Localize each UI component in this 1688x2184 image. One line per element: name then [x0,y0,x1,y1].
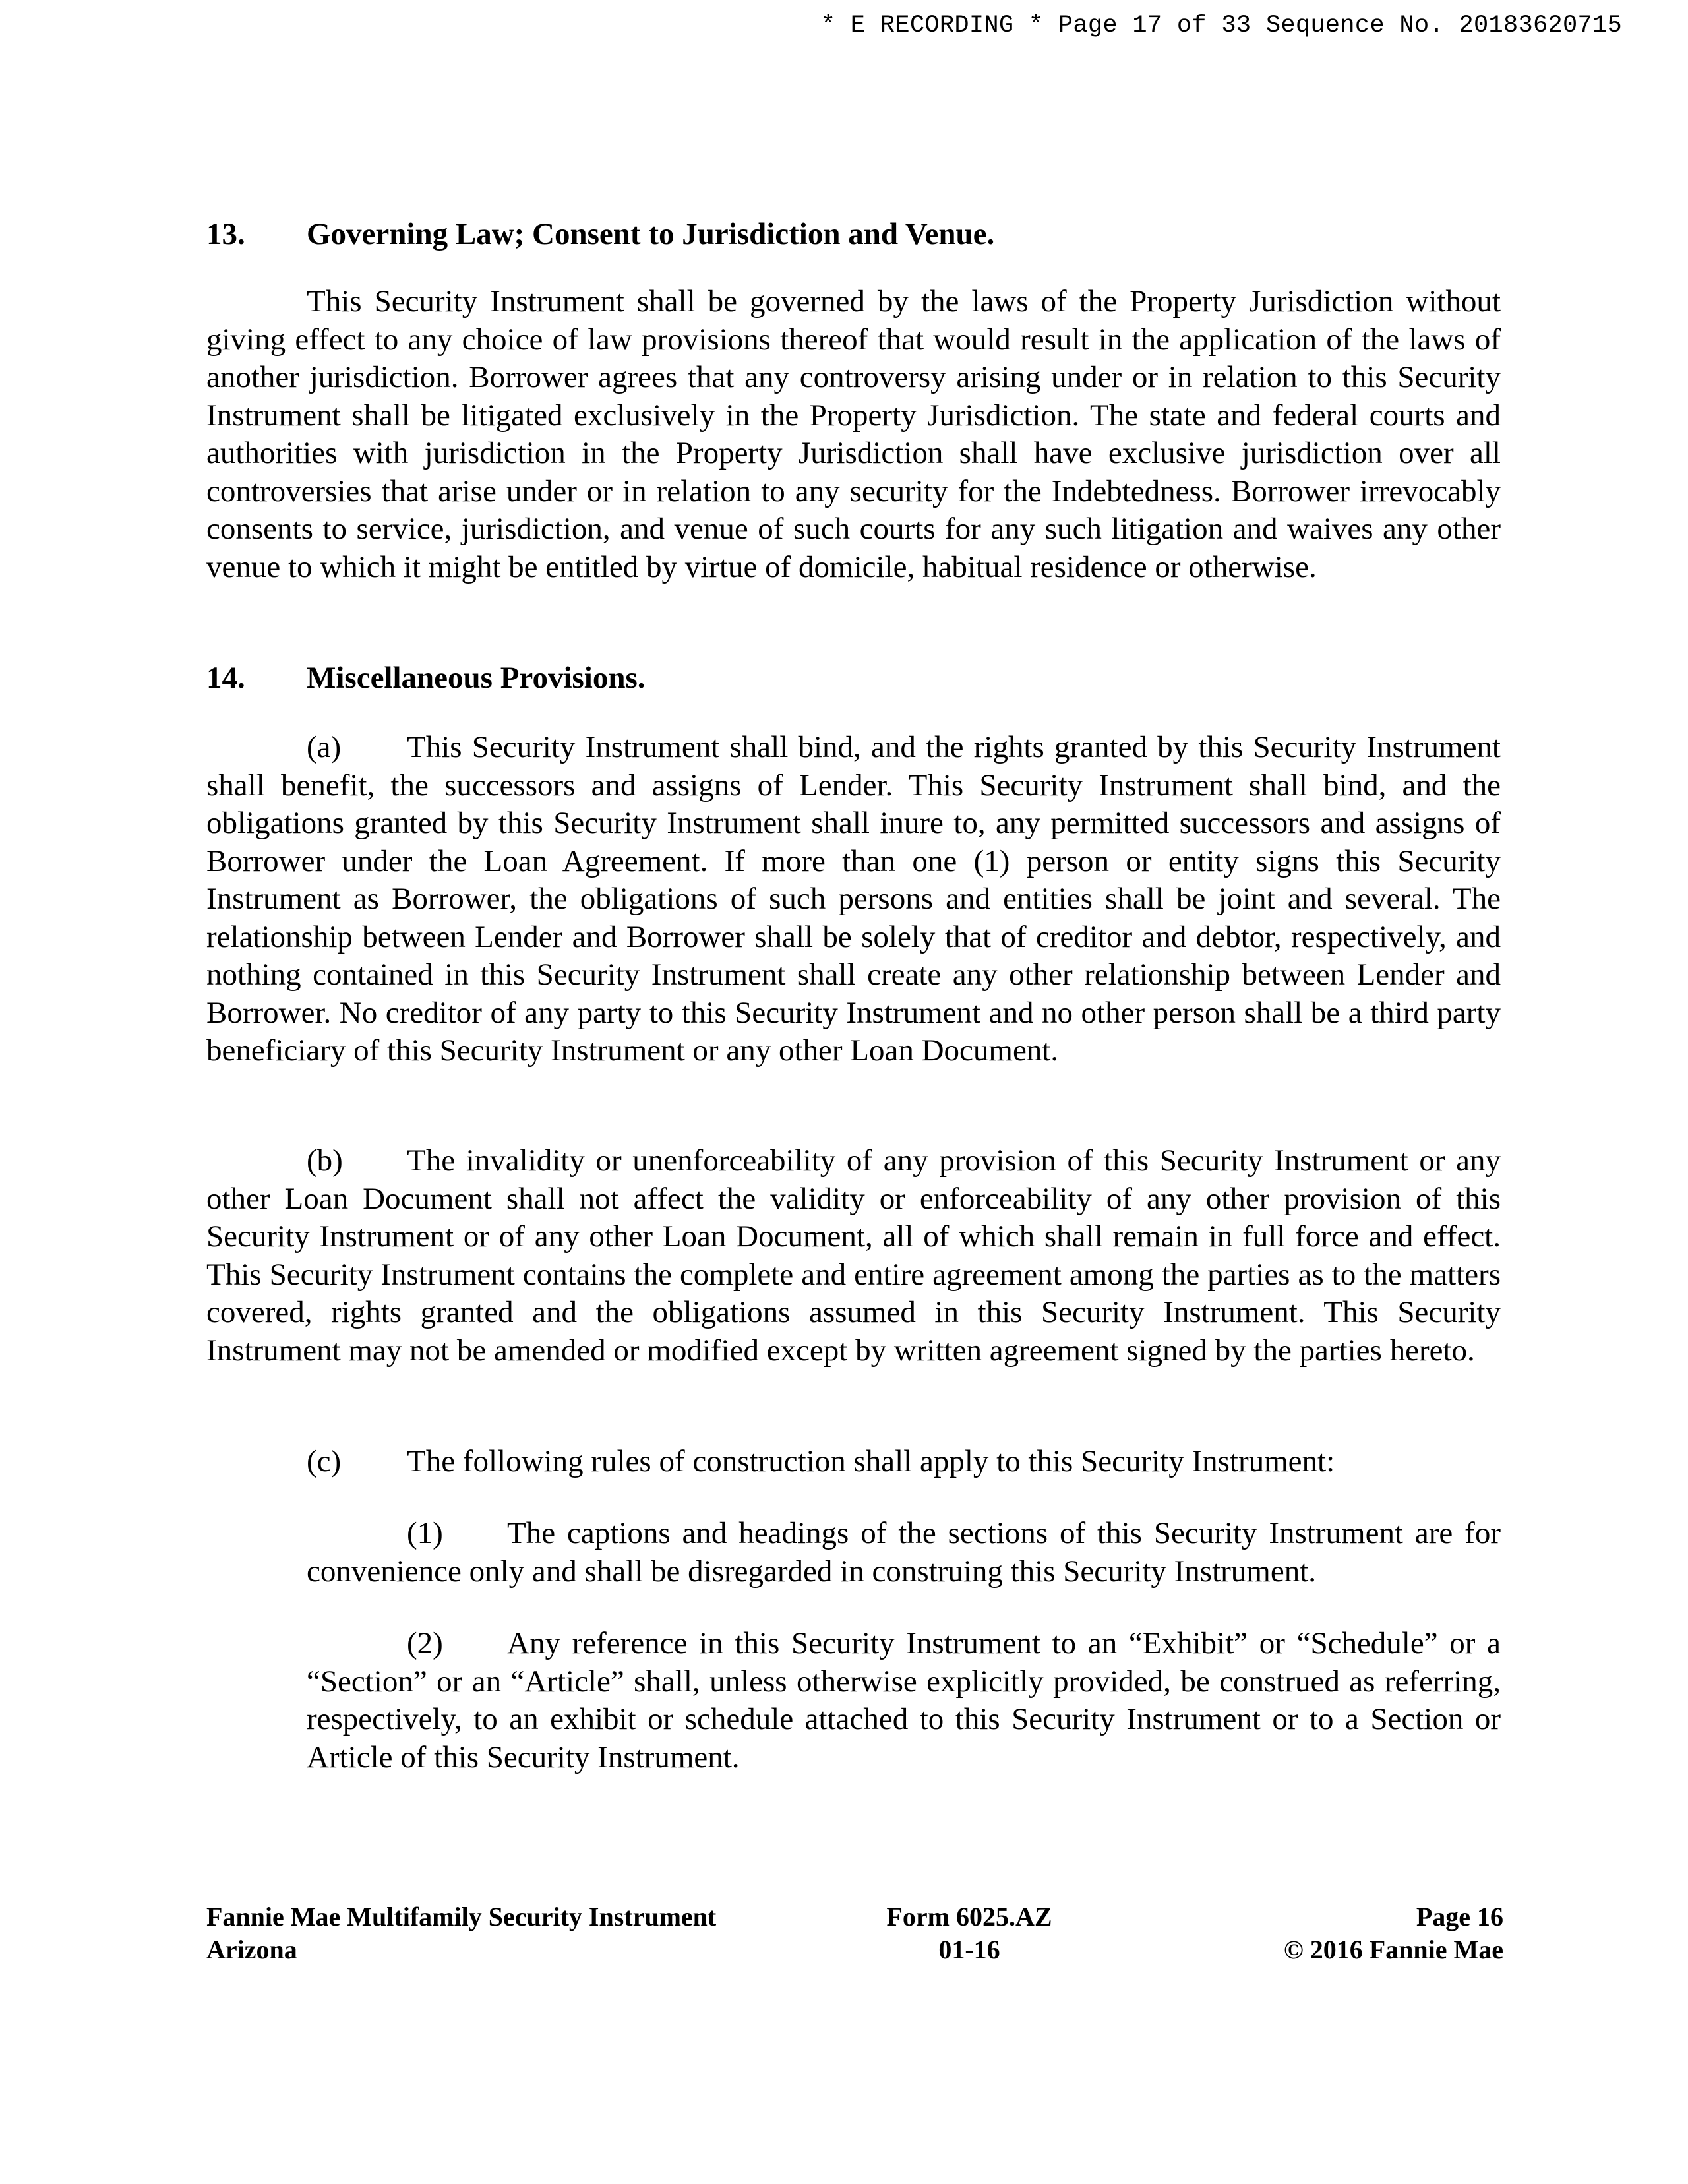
section-14a-label: (a) [307,730,342,764]
footer-left-line1: Fannie Mae Multifamily Security Instrument [206,1902,717,1931]
section-14c1 [307,1515,1501,1591]
footer-page-info [1284,1900,1503,1966]
section-14-number: 14. [206,661,245,695]
section-13-heading [206,216,994,254]
section-14c-text: The following rules of construction shall apply to this Security Instrument: [407,1444,1335,1478]
section-14a-text: This Security Instrument shall bind, and the rights granted by this Security Instrument shall benefit, the successors and assigns of Lender. This Security Instrument shall bind, and the obligations granted by this Security Instrument shall inure to, any permitted successors and assigns of Borrower under the Loan Agreement. If more than one (1) person or entity signs this Security Instrument as Borrower, the obligations of such persons and entities shall be joint and several. The relationship between Lender and Borrower shall be solely that of creditor and debtor, respectively, and nothing contained in this Security Instrument shall create any other relationship between Lender and Borrower. No creditor of any party to this Security Instrument and no other person shall be a third party beneficiary of this Security Instrument or any other Loan Document. [206,730,1501,1068]
section-14b-text: The invalidity or unenforceability of any provision of this Security Instrument or any other Loan Document shall not affect the validity or enforceability of any other provision of this Security Instrument or of any other Loan Document, all of which shall remain in full force and effect. This Security Instrument contains the complete and entire agreement among the parties as to the matters covered, rights granted and the obligations assumed in this Security Instrument. This Security Instrument may not be amended or modified except by written agreement signed by the parties hereto. [206,1143,1501,1368]
section-14c2-label: (2) [407,1626,443,1660]
section-14c [206,1443,1501,1481]
footer-page-number: Page 16 [1416,1902,1503,1931]
section-14b [206,1142,1501,1370]
footer-center-line2: 01-16 [938,1935,1000,1964]
section-14c-label: (c) [307,1444,342,1478]
footer-center-line1: Form 6025.AZ [886,1902,1052,1931]
section-14-heading [206,659,646,698]
footer-copyright: © 2016 Fannie Mae [1283,1935,1503,1964]
section-13-body [206,283,1501,586]
section-14c2-text: Any reference in this Security Instrument to an “Exhibit” or “Schedule” or a “Section” or an “Article” shall, unless otherwise explicitly provided, be construed as referring, respectively, to an exhibit or schedule attached to this Security Instrument or to a Section or Article of this Security Instrument. [307,1626,1501,1774]
footer-form-number [837,1900,1101,1966]
section-14-title: Miscellaneous Provisions. [307,661,646,695]
section-14a [206,729,1501,1070]
section-14c1-label: (1) [407,1516,443,1550]
section-14c1-text: The captions and headings of the sections of this Security Instrument are for convenience only and shall be disregarded in construing this Security Instrument. [307,1516,1501,1589]
section-13-text: This Security Instrument shall be governed by the laws of the Property Jurisdiction without giving effect to any choice of law provisions thereof that would result in the application of the laws of another jurisdiction. Borrower agrees that any controversy arising under or in relation to this Security Instrument shall be litigated exclusively in the Property Jurisdiction. The state and federal courts and authorities with jurisdiction in the Property Jurisdiction shall have exclusive jurisdiction over all controversies that arise under or in relation to any security for the Indebtedness. Borrower irrevocably consents to service, jurisdiction, and venue of such courts for any such litigation and waives any other venue to which it might be entitled by virtue of domicile, habitual residence or otherwise. [206,284,1501,584]
section-14c2 [307,1625,1501,1776]
recording-stamp: * E RECORDING * Page 17 of 33 Sequence No. 20183620715 [820,12,1622,40]
section-14b-label: (b) [307,1143,343,1178]
footer-form-title [206,1900,716,1966]
footer-left-line2: Arizona [206,1935,297,1964]
section-13-number: 13. [206,217,245,251]
section-13-title: Governing Law; Consent to Jurisdiction and Venue. [307,217,995,251]
